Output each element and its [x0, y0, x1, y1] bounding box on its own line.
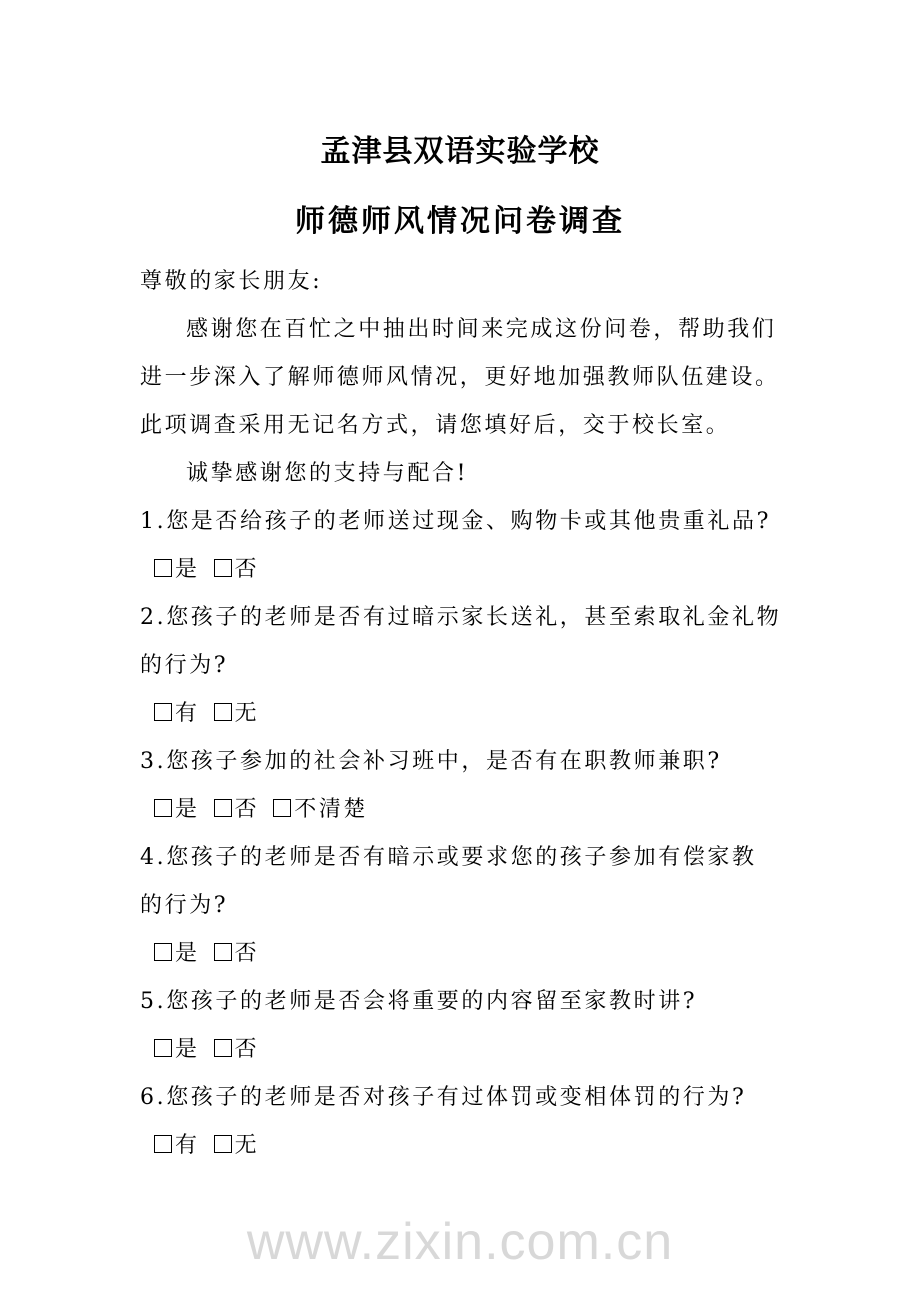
- question-text: 的行为?: [140, 893, 229, 918]
- watermark: www.zixin.com.cn: [246, 1213, 674, 1271]
- option-label: 无: [234, 1133, 260, 1158]
- checkbox-icon[interactable]: [273, 799, 291, 817]
- checkbox-icon[interactable]: [154, 1135, 172, 1153]
- question-options: [140, 1122, 790, 1170]
- question-text: 3.您孩子参加的社会补习班中，是否有在职教师兼职?: [140, 749, 722, 774]
- option-checkbox[interactable]: [214, 941, 260, 966]
- question-text: 4.您孩子的老师是否有暗示或要求您的孩子参加有偿家教: [140, 845, 757, 870]
- option-checkbox[interactable]: [214, 1133, 260, 1158]
- greeting: 尊敬的家长朋友:: [140, 269, 323, 294]
- option-checkbox[interactable]: [154, 797, 200, 822]
- option-checkbox[interactable]: [214, 701, 260, 726]
- thanks-line: 诚挚感谢您的支持与配合!: [186, 461, 469, 486]
- question-options: [140, 930, 790, 978]
- checkbox-icon[interactable]: [154, 943, 172, 961]
- checkbox-icon[interactable]: [154, 703, 172, 721]
- option-checkbox[interactable]: [214, 797, 260, 822]
- question-text: 的行为?: [140, 653, 229, 678]
- option-checkbox[interactable]: [273, 797, 368, 822]
- option-label: 否: [234, 941, 260, 966]
- option-label: 是: [175, 941, 200, 966]
- option-checkbox[interactable]: [154, 701, 200, 726]
- question-options: [140, 546, 790, 594]
- option-checkbox[interactable]: [214, 1037, 260, 1062]
- checkbox-icon[interactable]: [154, 559, 172, 577]
- option-checkbox[interactable]: [154, 557, 200, 582]
- option-label: 否: [234, 1037, 260, 1062]
- option-label: 否: [234, 557, 260, 582]
- option-label: 否: [234, 797, 260, 822]
- option-checkbox[interactable]: [154, 941, 200, 966]
- checkbox-icon[interactable]: [214, 1039, 232, 1057]
- intro-line: 进一步深入了解师德师风情况，更好地加强教师队伍建设。: [140, 365, 780, 390]
- question-text: 5.您孩子的老师是否会将重要的内容留至家教时讲?: [140, 989, 698, 1014]
- checkbox-icon[interactable]: [214, 559, 232, 577]
- question-text: 2.您孩子的老师是否有过暗示家长送礼，甚至索取礼金礼物: [140, 605, 782, 630]
- option-checkbox[interactable]: [154, 1133, 200, 1158]
- checkbox-icon[interactable]: [154, 1039, 172, 1057]
- survey-title: 师德师风情况问卷调查: [295, 204, 625, 239]
- option-label: 是: [175, 1037, 200, 1062]
- checkbox-icon[interactable]: [214, 703, 232, 721]
- intro-line: 感谢您在百忙之中抽出时间来完成这份问卷，帮助我们: [186, 317, 777, 342]
- checkbox-icon[interactable]: [154, 799, 172, 817]
- checkbox-icon[interactable]: [214, 799, 232, 817]
- question-text: 1.您是否给孩子的老师送过现金、购物卡或其他贵重礼品?: [140, 509, 771, 534]
- question-options: [140, 786, 790, 834]
- question-text: 6.您孩子的老师是否对孩子有过体罚或变相体罚的行为?: [140, 1085, 747, 1110]
- survey-body: [140, 258, 790, 1170]
- option-label: 不清楚: [294, 797, 369, 822]
- checkbox-icon[interactable]: [214, 943, 232, 961]
- option-label: 无: [234, 701, 260, 726]
- option-label: 有: [175, 701, 200, 726]
- checkbox-icon[interactable]: [214, 1135, 232, 1153]
- option-label: 是: [175, 797, 200, 822]
- option-label: 是: [175, 557, 200, 582]
- option-checkbox[interactable]: [214, 557, 260, 582]
- question-options: [140, 690, 790, 738]
- option-label: 有: [175, 1133, 200, 1158]
- question-list: [140, 498, 790, 1170]
- question-options: [140, 1026, 790, 1074]
- option-checkbox[interactable]: [154, 1037, 200, 1062]
- school-title: 孟津县双语实验学校: [320, 134, 600, 169]
- intro-line: 此项调查采用无记名方式，请您填好后，交于校长室。: [140, 413, 731, 438]
